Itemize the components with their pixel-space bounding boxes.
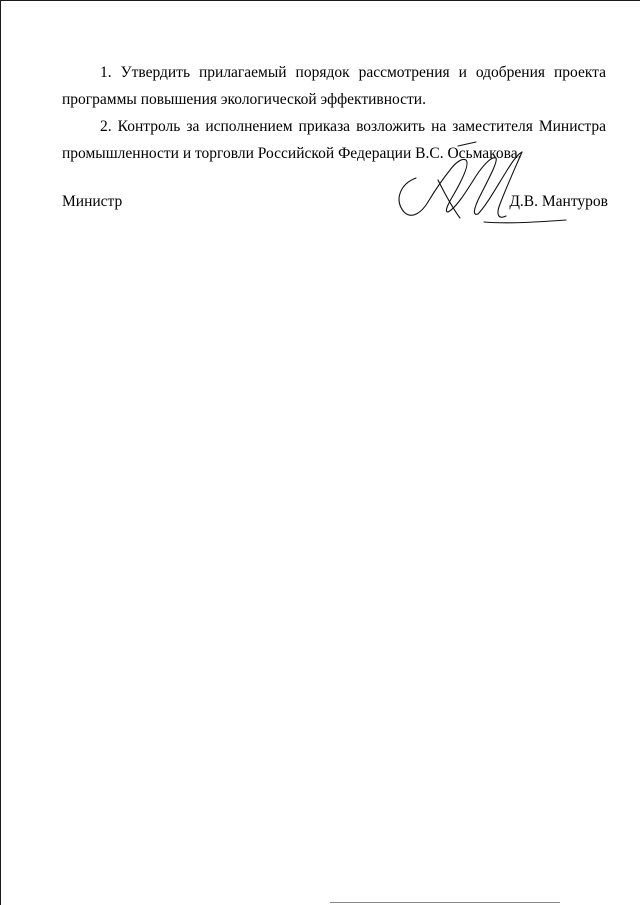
signatory-title: Министр	[62, 193, 123, 210]
order-item-2-text: Контроль за исполнением приказа возложить на заместителя Министра промышленности и торговли Российской Федерации В.С. Осьмакова.	[62, 118, 606, 162]
scan-border-bottom	[330, 902, 560, 903]
order-item-1-text: Утвердить прилагаемый порядок рассмотрения и одобрения проекта программы повышения экологической эффективности.	[62, 64, 607, 108]
scan-border-top	[0, 0, 640, 1]
order-item-2-number: 2.	[100, 118, 112, 135]
scan-border-left	[0, 0, 1, 905]
signatory-name: Д.В. Мантуров	[509, 193, 608, 210]
handwritten-signature	[388, 140, 588, 235]
order-item-1	[62, 59, 606, 113]
order-item-1-number: 1.	[100, 64, 112, 81]
